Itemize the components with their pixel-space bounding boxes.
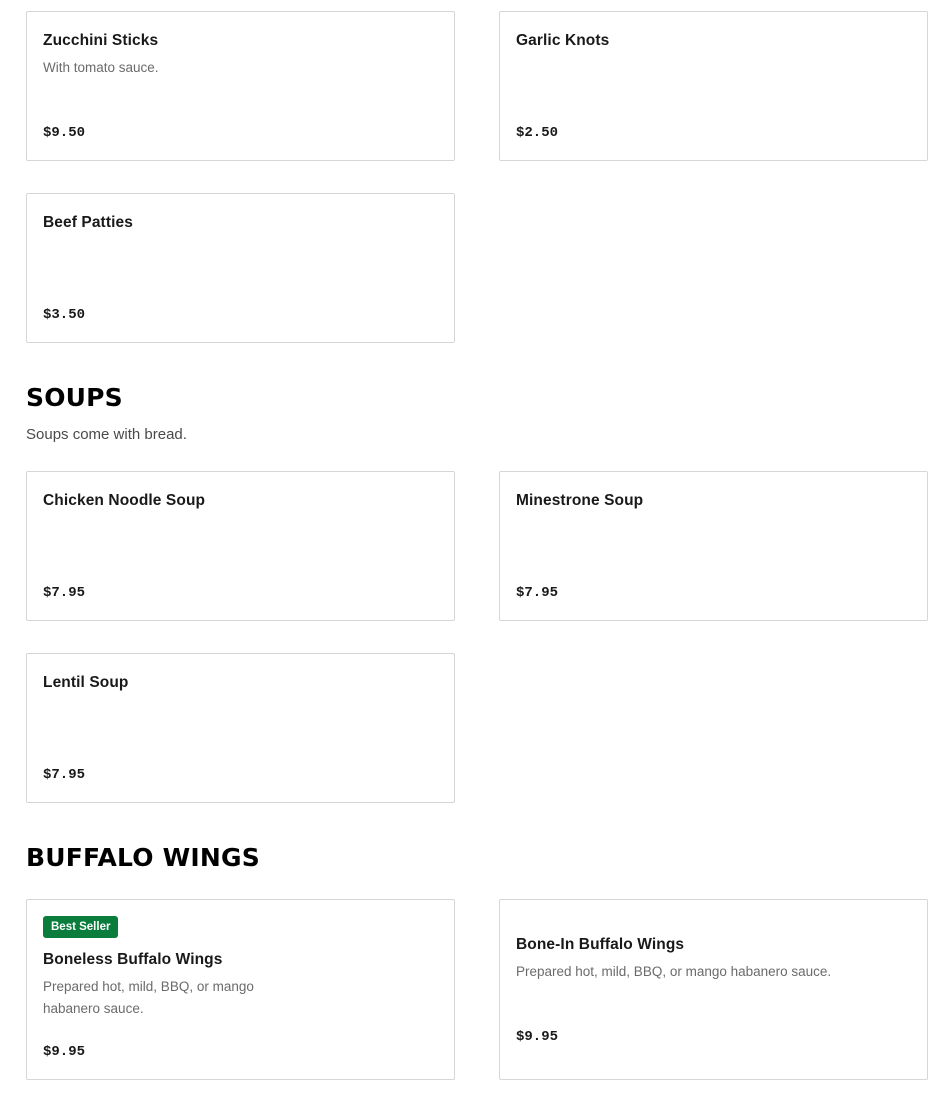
menu-item-price: $9.95 [43,1044,86,1060]
menu-item-card-zucchini-sticks[interactable] [26,11,455,161]
menu-item-price: $3.50 [43,307,86,323]
menu-item-card-chicken-noodle-soup[interactable] [26,471,455,621]
menu-item-price: $7.95 [516,585,559,601]
menu-item-name: Garlic Knots [516,32,610,49]
menu-item-price: $7.95 [43,767,86,783]
menu-item-description: With tomato sauce. [43,60,159,75]
menu-item-price: $2.50 [516,125,559,141]
section-title-soups: SOUPS [26,383,123,412]
menu-item-name: Minestrone Soup [516,492,644,509]
menu-item-card-minestrone-soup[interactable] [499,471,928,621]
menu-item-description: Prepared hot, mild, BBQ, or mango habanero sauce. [516,964,832,979]
menu-item-name: Beef Patties [43,214,133,231]
section-description-soups: Soups come with bread. [26,426,187,443]
menu-item-name: Zucchini Sticks [43,32,159,49]
menu-item-description-line-1: Prepared hot, mild, BBQ, or mango [43,979,254,994]
menu-item-description-line-2: habanero sauce. [43,1001,144,1016]
menu-item-name: Lentil Soup [43,674,129,691]
menu-item-card-beef-patties[interactable] [26,193,455,343]
menu-item-name: Bone-In Buffalo Wings [516,936,685,953]
menu-item-card-lentil-soup[interactable] [26,653,455,803]
menu-item-price: $9.50 [43,125,86,141]
section-title-buffalo-wings: BUFFALO WINGS [26,843,260,872]
menu-item-name: Boneless Buffalo Wings [43,951,223,968]
best-seller-badge: Best Seller [43,916,118,938]
menu-item-card-bone-in-buffalo-wings[interactable] [499,899,928,1080]
menu-item-card-boneless-buffalo-wings[interactable] [26,899,455,1080]
menu-item-price: $9.95 [516,1029,559,1045]
menu-item-card-garlic-knots[interactable] [499,11,928,161]
menu-item-name: Chicken Noodle Soup [43,492,206,509]
menu-item-price: $7.95 [43,585,86,601]
